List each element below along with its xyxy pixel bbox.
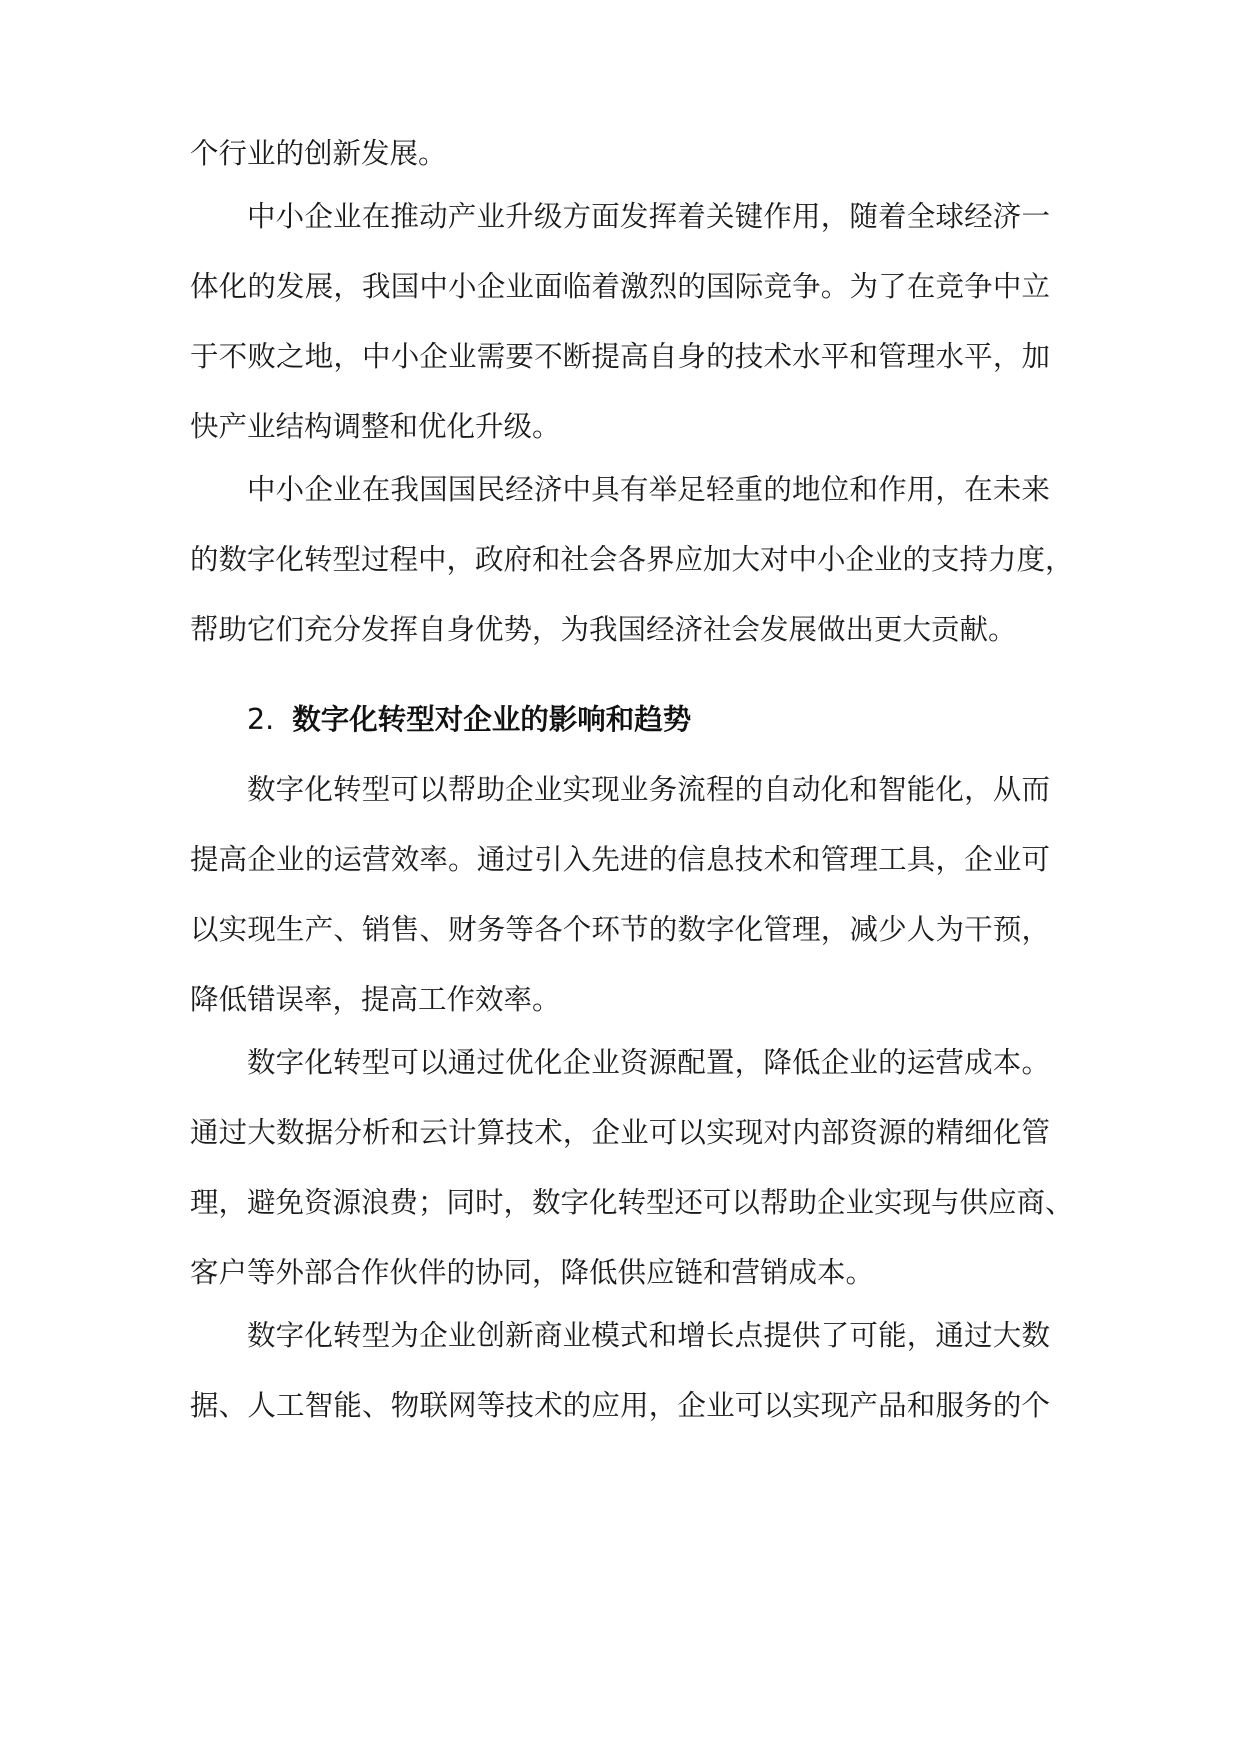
body-text-line: 降低错误率，提高工作效率。 (190, 983, 561, 1016)
body-text-line: 快产业结构调整和优化升级。 (190, 410, 561, 443)
body-text-line: 体化的发展，我国中小企业面临着激烈的国际竞争。为了在竞争中立 (190, 270, 1050, 303)
body-text-line: 客户等外部合作伙伴的协同，降低供应链和营销成本。 (190, 1256, 875, 1289)
body-text-line: 理，避免资源浪费；同时，数字化转型还可以帮助企业实现与供应商、 (190, 1186, 1074, 1219)
body-text-line: 的数字化转型过程中，政府和社会各界应加大对中小企业的支持力度， (190, 543, 1074, 576)
section-title: 数字化转型对企业的影响和趋势 (292, 703, 692, 736)
body-text-line: 数字化转型为企业创新商业模式和增长点提供了可能，通过大数 (247, 1319, 1050, 1352)
body-text-line: 个行业的创新发展。 (190, 137, 447, 170)
body-text-line: 提高企业的运营效率。通过引入先进的信息技术和管理工具，企业可 (190, 843, 1050, 876)
section-number: 2. (247, 703, 275, 736)
body-text-line: 数字化转型可以通过优化企业资源配置，降低企业的运营成本。 (247, 1046, 1050, 1079)
body-text-line: 据、人工智能、物联网等技术的应用，企业可以实现产品和服务的个 (190, 1389, 1050, 1422)
section-heading (247, 700, 691, 740)
body-text-line: 以实现生产、销售、财务等各个环节的数字化管理，减少人为干预， (190, 913, 1050, 946)
body-text-line: 数字化转型可以帮助企业实现业务流程的自动化和智能化，从而 (247, 773, 1050, 806)
body-text-line: 中小企业在我国国民经济中具有举足轻重的地位和作用，在未来 (247, 473, 1050, 506)
body-text-line: 中小企业在推动产业升级方面发挥着关键作用，随着全球经济一 (247, 200, 1050, 233)
body-text-line: 帮助它们充分发挥自身优势，为我国经济社会发展做出更大贡献。 (190, 613, 1017, 646)
body-text-line: 通过大数据分析和云计算技术，企业可以实现对内部资源的精细化管 (190, 1116, 1050, 1149)
body-text-line: 于不败之地，中小企业需要不断提高自身的技术水平和管理水平，加 (190, 340, 1050, 373)
